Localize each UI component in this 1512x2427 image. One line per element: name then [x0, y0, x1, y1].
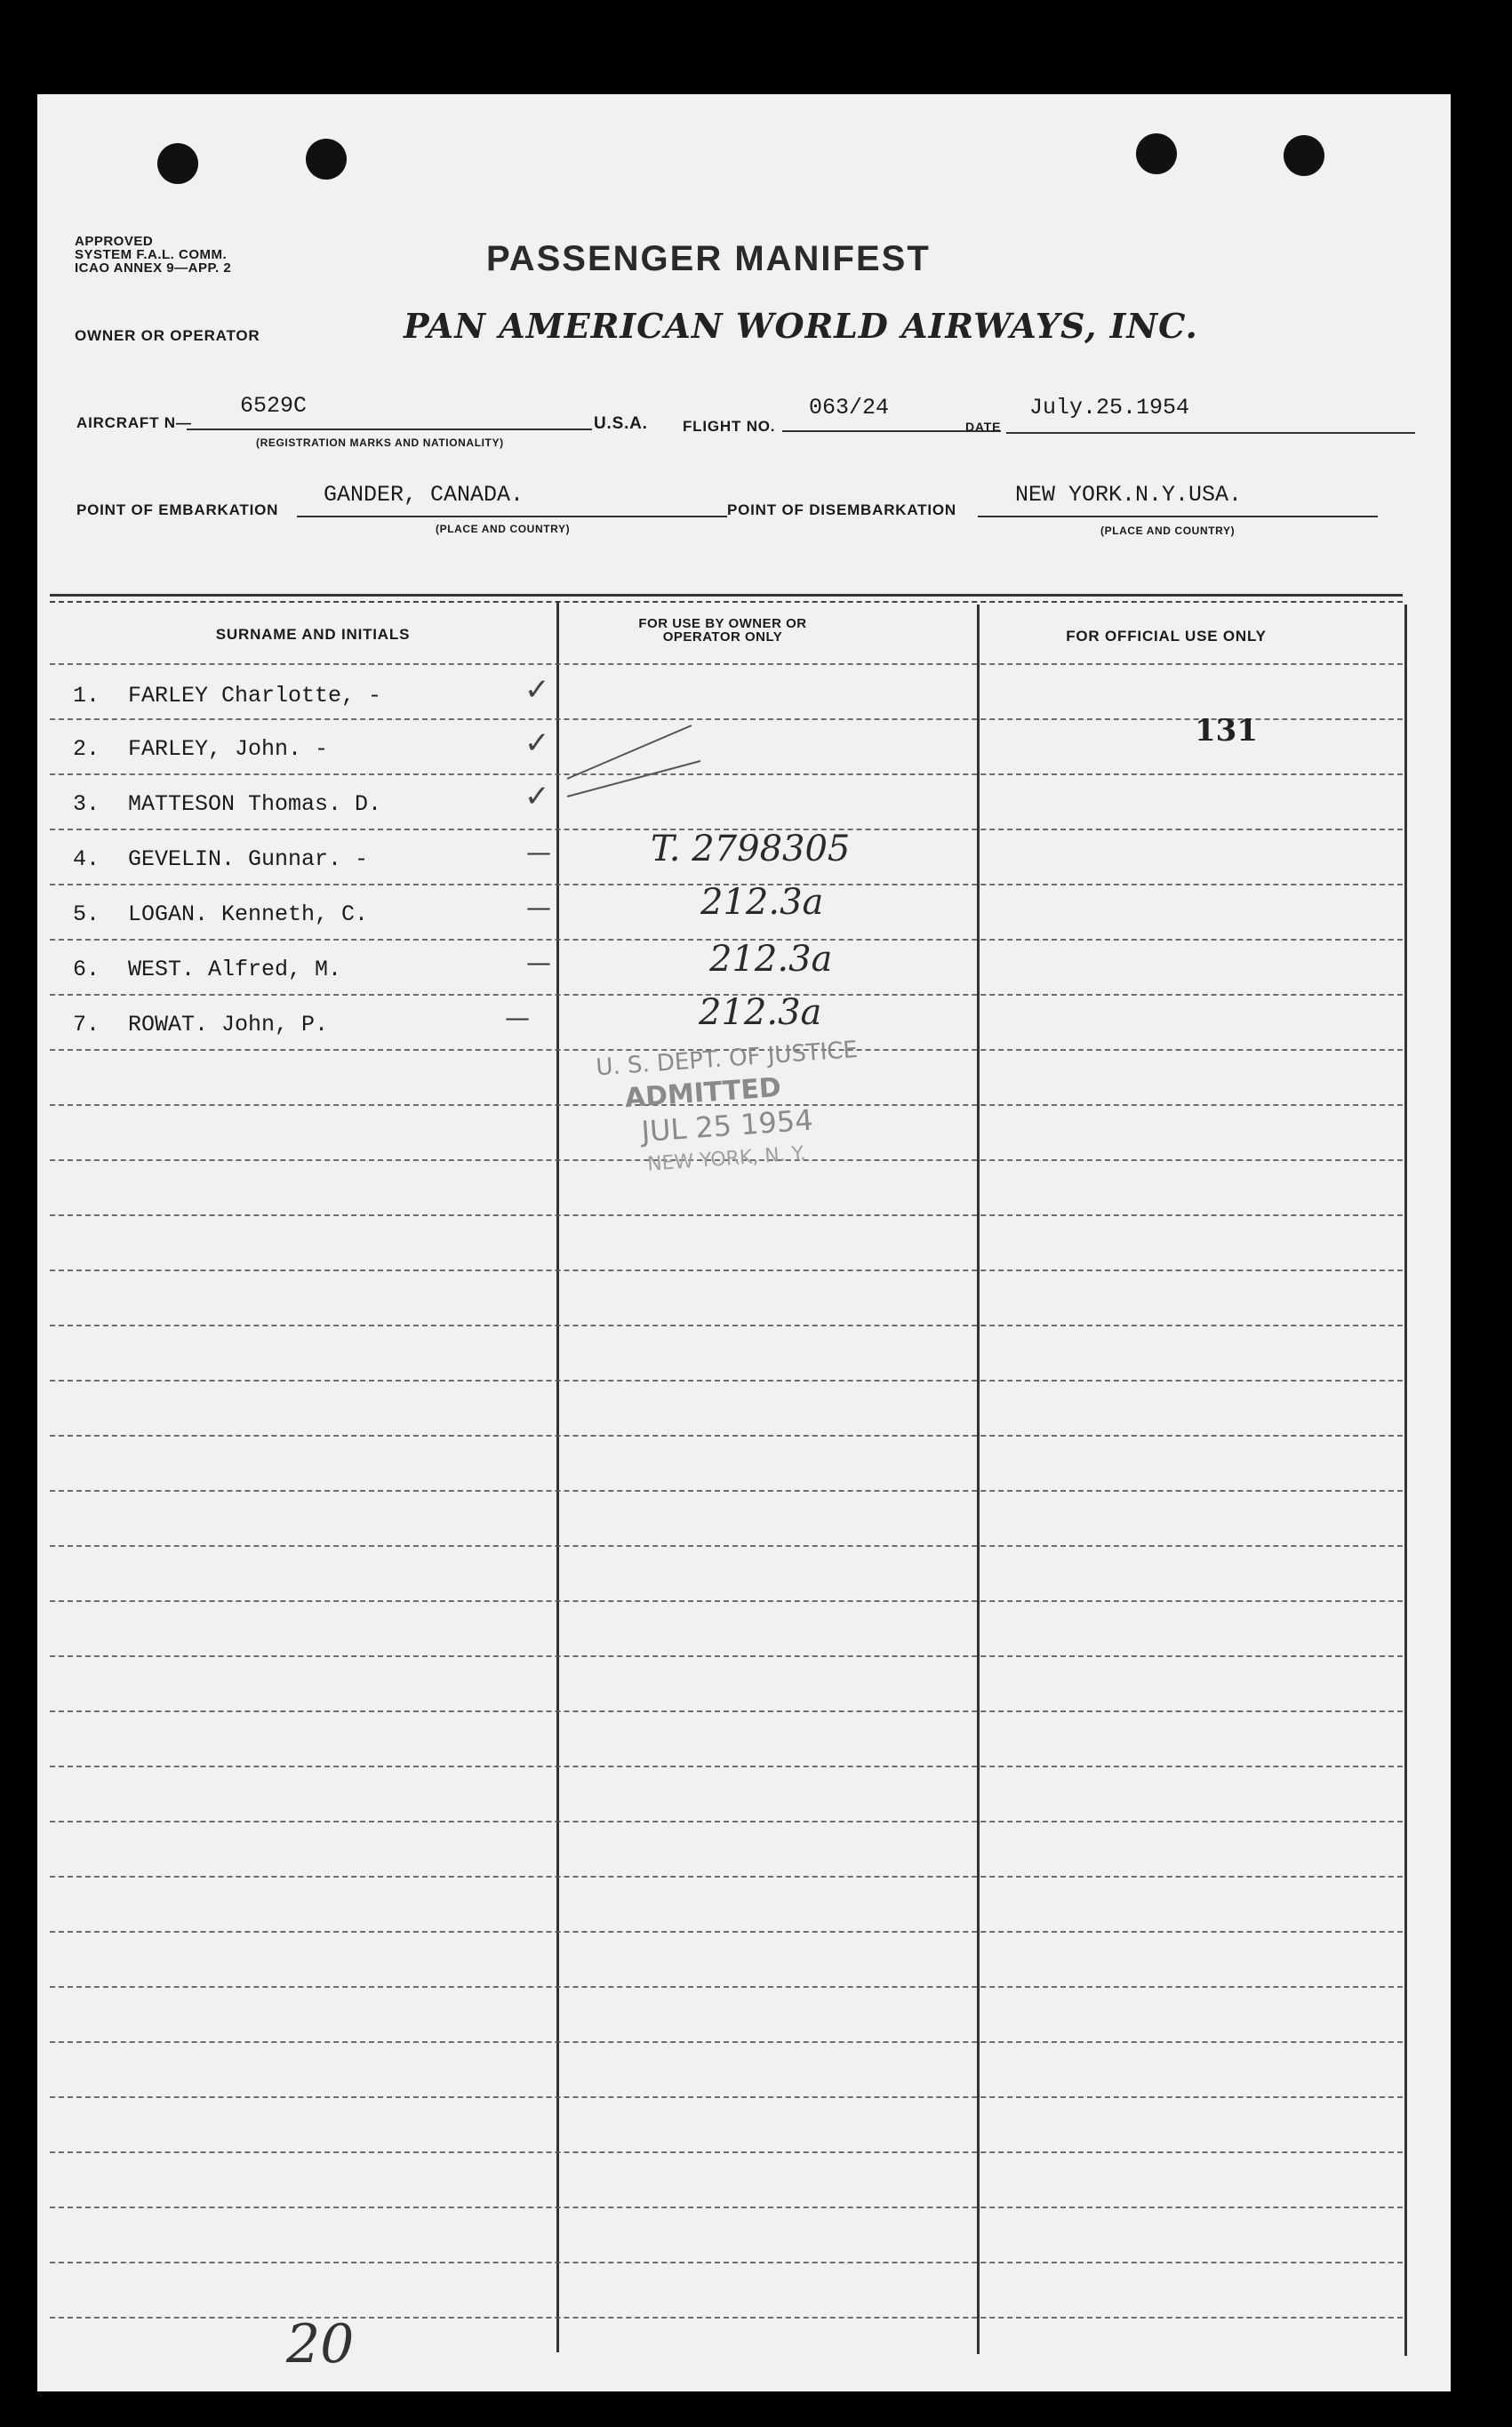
passenger-number: 6.: [73, 957, 100, 982]
column-divider: [1404, 605, 1407, 2356]
owner-value: PAN AMERICAN WORLD AIRWAYS, INC.: [404, 306, 1198, 346]
column-header-owner-use: FOR USE BY OWNER OR OPERATOR ONLY: [638, 616, 807, 645]
row-rule: [50, 1986, 1403, 1988]
row-rule: [50, 2096, 1403, 2098]
row-rule: [50, 2317, 1403, 2319]
tick-dash-icon: —: [505, 1003, 530, 1032]
check-mark-icon: ✓: [524, 725, 550, 761]
embarkation-caption: (PLACE AND COUNTRY): [436, 523, 571, 535]
owner-note: 212.3a: [700, 882, 824, 923]
footer-mark: 20: [286, 2313, 355, 2375]
row-rule: [50, 2151, 1403, 2153]
approval-line: ICAO ANNEX 9—APP. 2: [75, 260, 232, 276]
tick-dash-icon: —: [526, 893, 551, 922]
passenger-name: GEVELIN. Gunnar. -: [128, 846, 369, 872]
manifest-sheet: [37, 94, 1451, 2391]
row-rule: [50, 1710, 1403, 1712]
punch-hole: [1136, 133, 1177, 174]
disembarkation-value: NEW YORK.N.Y.USA.: [1015, 482, 1243, 508]
row-rule: [50, 1325, 1403, 1326]
row-rule: [50, 1545, 1403, 1547]
passenger-number: 5.: [73, 901, 100, 927]
passenger-number: 1.: [73, 683, 100, 709]
owner-column-strikes: [558, 637, 736, 850]
passenger-number: 2.: [73, 736, 100, 762]
tick-dash-icon: —: [526, 948, 551, 977]
passenger-name: ROWAT. John, P.: [128, 1012, 329, 1037]
column-header-official-use: FOR OFFICIAL USE ONLY: [1066, 628, 1267, 645]
disembarkation-label: POINT OF DISEMBARKATION: [727, 501, 956, 518]
page-title: PASSENGER MANIFEST: [486, 239, 931, 278]
row-rule: [50, 1931, 1403, 1933]
row-rule: [50, 1435, 1403, 1437]
row-rule: [50, 2041, 1403, 2043]
passenger-number: 4.: [73, 846, 100, 872]
column-header-surname: SURNAME AND INITIALS: [215, 626, 411, 643]
aircraft-caption: (REGISTRATION MARKS AND NATIONALITY): [256, 437, 504, 449]
check-mark-icon: ✓: [524, 779, 550, 814]
aircraft-label: AIRCRAFT N—: [76, 414, 192, 431]
stamp-line: NEW YORK, N. Y.: [646, 1142, 807, 1176]
flight-value: 063/24: [809, 395, 890, 421]
disembarkation-caption: (PLACE AND COUNTRY): [1100, 525, 1236, 537]
date-value: July.25.1954: [1029, 395, 1190, 421]
check-mark-icon: ✓: [524, 672, 550, 708]
row-rule: [50, 1380, 1403, 1382]
approval-block: [75, 235, 231, 275]
embarkation-label: POINT OF EMBARKATION: [76, 501, 279, 518]
passenger-name: FARLEY, John. -: [128, 736, 329, 762]
date-label: DATE: [965, 420, 1002, 434]
column-divider: [556, 601, 559, 2352]
row-rule: [50, 1600, 1403, 1602]
stamp-line: U. S. DEPT. OF JUSTICE: [595, 1036, 859, 1082]
passenger-number: 3.: [73, 791, 100, 817]
row-rule: [50, 1876, 1403, 1878]
owner-note: 212.3a: [709, 939, 833, 980]
passenger-name: FARLEY Charlotte, -: [128, 683, 382, 709]
row-rule: [50, 1655, 1403, 1657]
official-use-value: 131: [1195, 713, 1258, 749]
flight-label: FLIGHT NO.: [683, 418, 776, 435]
approval-line: SYSTEM F.A.L. COMM.: [75, 247, 228, 262]
embarkation-value: GANDER, CANADA.: [324, 482, 524, 508]
stamp-line: ADMITTED: [623, 1071, 782, 1115]
punch-hole: [306, 139, 347, 180]
punch-hole: [157, 143, 198, 184]
owner-label: OWNER OR OPERATOR: [75, 327, 260, 344]
passenger-name: MATTESON Thomas. D.: [128, 791, 382, 817]
row-rule: [50, 1270, 1403, 1271]
row-rule: [50, 1490, 1403, 1492]
owner-note: T. 2798305: [651, 829, 851, 869]
passenger-name: WEST. Alfred, M.: [128, 957, 342, 982]
passenger-name: LOGAN. Kenneth, C.: [128, 901, 369, 927]
row-rule: [50, 1821, 1403, 1822]
column-divider: [977, 605, 980, 2354]
stamp-line: JUL 25 1954: [640, 1102, 814, 1149]
passenger-number: 7.: [73, 1012, 100, 1037]
punch-hole: [1284, 135, 1324, 176]
approval-line: APPROVED: [75, 234, 154, 249]
row-rule: [50, 2262, 1403, 2263]
aircraft-value: 6529C: [240, 393, 308, 419]
row-rule: [50, 1214, 1403, 1216]
row-rule: [50, 1766, 1403, 1767]
nationality-label: U.S.A.: [594, 414, 648, 433]
admission-stamp: [595, 1037, 865, 1179]
tick-dash-icon: —: [526, 837, 551, 867]
owner-note: 212.3a: [699, 992, 822, 1033]
row-rule: [50, 2207, 1403, 2208]
